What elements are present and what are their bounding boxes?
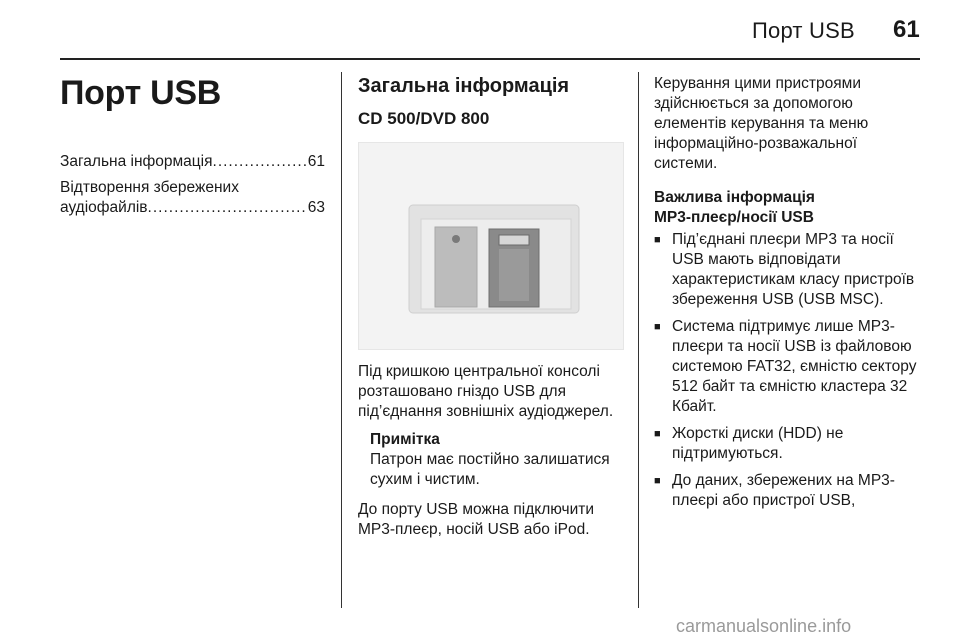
bullet-square-icon: ■: [654, 234, 661, 246]
section-title: Загальна інформація: [358, 75, 570, 97]
bullet-square-icon: ■: [654, 321, 661, 333]
page-header-title: Порт USB: [752, 18, 855, 43]
toc-leader-dots: [213, 152, 308, 172]
toc-entry-text: Загальна інформація: [60, 153, 213, 170]
intro-text: Керування цими пристроями здійснюється за допомогою елементів керування та меню інформаційно-розважальної системи.: [654, 75, 869, 172]
chapter-title: Порт USB: [60, 74, 222, 112]
table-of-contents: [60, 152, 325, 224]
middle-column: [358, 74, 626, 548]
list-item: [654, 230, 924, 310]
column-rule-1: [341, 72, 342, 608]
toc-line: [60, 198, 325, 218]
toc-page-number: 63: [307, 199, 325, 216]
right-column: [654, 74, 924, 518]
usb-port-face: [499, 249, 529, 301]
toc-entry-text: Відтворення збережених: [60, 179, 239, 196]
bullet-square-icon: ■: [654, 475, 661, 487]
section-subtitle: CD 500/DVD 800: [358, 109, 490, 128]
list-item: [654, 424, 924, 464]
list-item-text: Під’єднані плеєри MP3 та носії USB мають відповідати характеристикам класу пристроїв збереження USB (USB MSC).: [672, 231, 915, 308]
bullet-square-icon: ■: [654, 428, 661, 440]
toc-entry-text: аудіофайлів: [60, 199, 148, 216]
body-text: Під кришкою центральної консолі розташовано гніздо USB для під’єднання зовнішніх аудіоджерел.: [358, 363, 614, 420]
usb-port-illustration: [358, 142, 624, 350]
toc-line: [60, 152, 325, 172]
list-item-text: Система підтримує лише MP3-плеєри та носії USB із файловою системою FAT32, ємністю сектору 512 байт та ємністю кластера 32 Кбайт.: [672, 318, 917, 415]
note: [370, 430, 626, 490]
mp3-usb-subheading: MP3-плеєр/носії USB: [654, 209, 814, 226]
list-item: [654, 317, 924, 417]
toc-entry-general[interactable]: [60, 152, 325, 172]
list-item-text: Жорсткі диски (HDD) не підтримуються.: [672, 425, 844, 462]
aux-socket: [452, 235, 460, 243]
column-rule-2: [638, 72, 639, 608]
list-item: [654, 471, 924, 511]
header-rule: [60, 58, 920, 60]
usb-socket: [499, 235, 529, 245]
toc-entry-playback[interactable]: [60, 178, 325, 218]
list-item-text: До даних, збережених на MP3-плеєрі або пристрої USB,: [672, 472, 895, 509]
watermark: carmanualsonline.info: [676, 616, 852, 636]
body-text: До порту USB можна підключити MP3-плеєр, носій USB або iPod.: [358, 501, 595, 538]
page-number: 61: [893, 16, 920, 43]
usb-port-drawing: [359, 143, 623, 349]
note-title: Примітка: [370, 431, 440, 448]
important-info-heading: Важлива інформація: [654, 189, 815, 206]
toc-leader-dots: [148, 198, 308, 218]
toc-page-number: 61: [307, 153, 325, 170]
note-text: Патрон має постійно залишатися сухим і чистим.: [370, 451, 610, 488]
